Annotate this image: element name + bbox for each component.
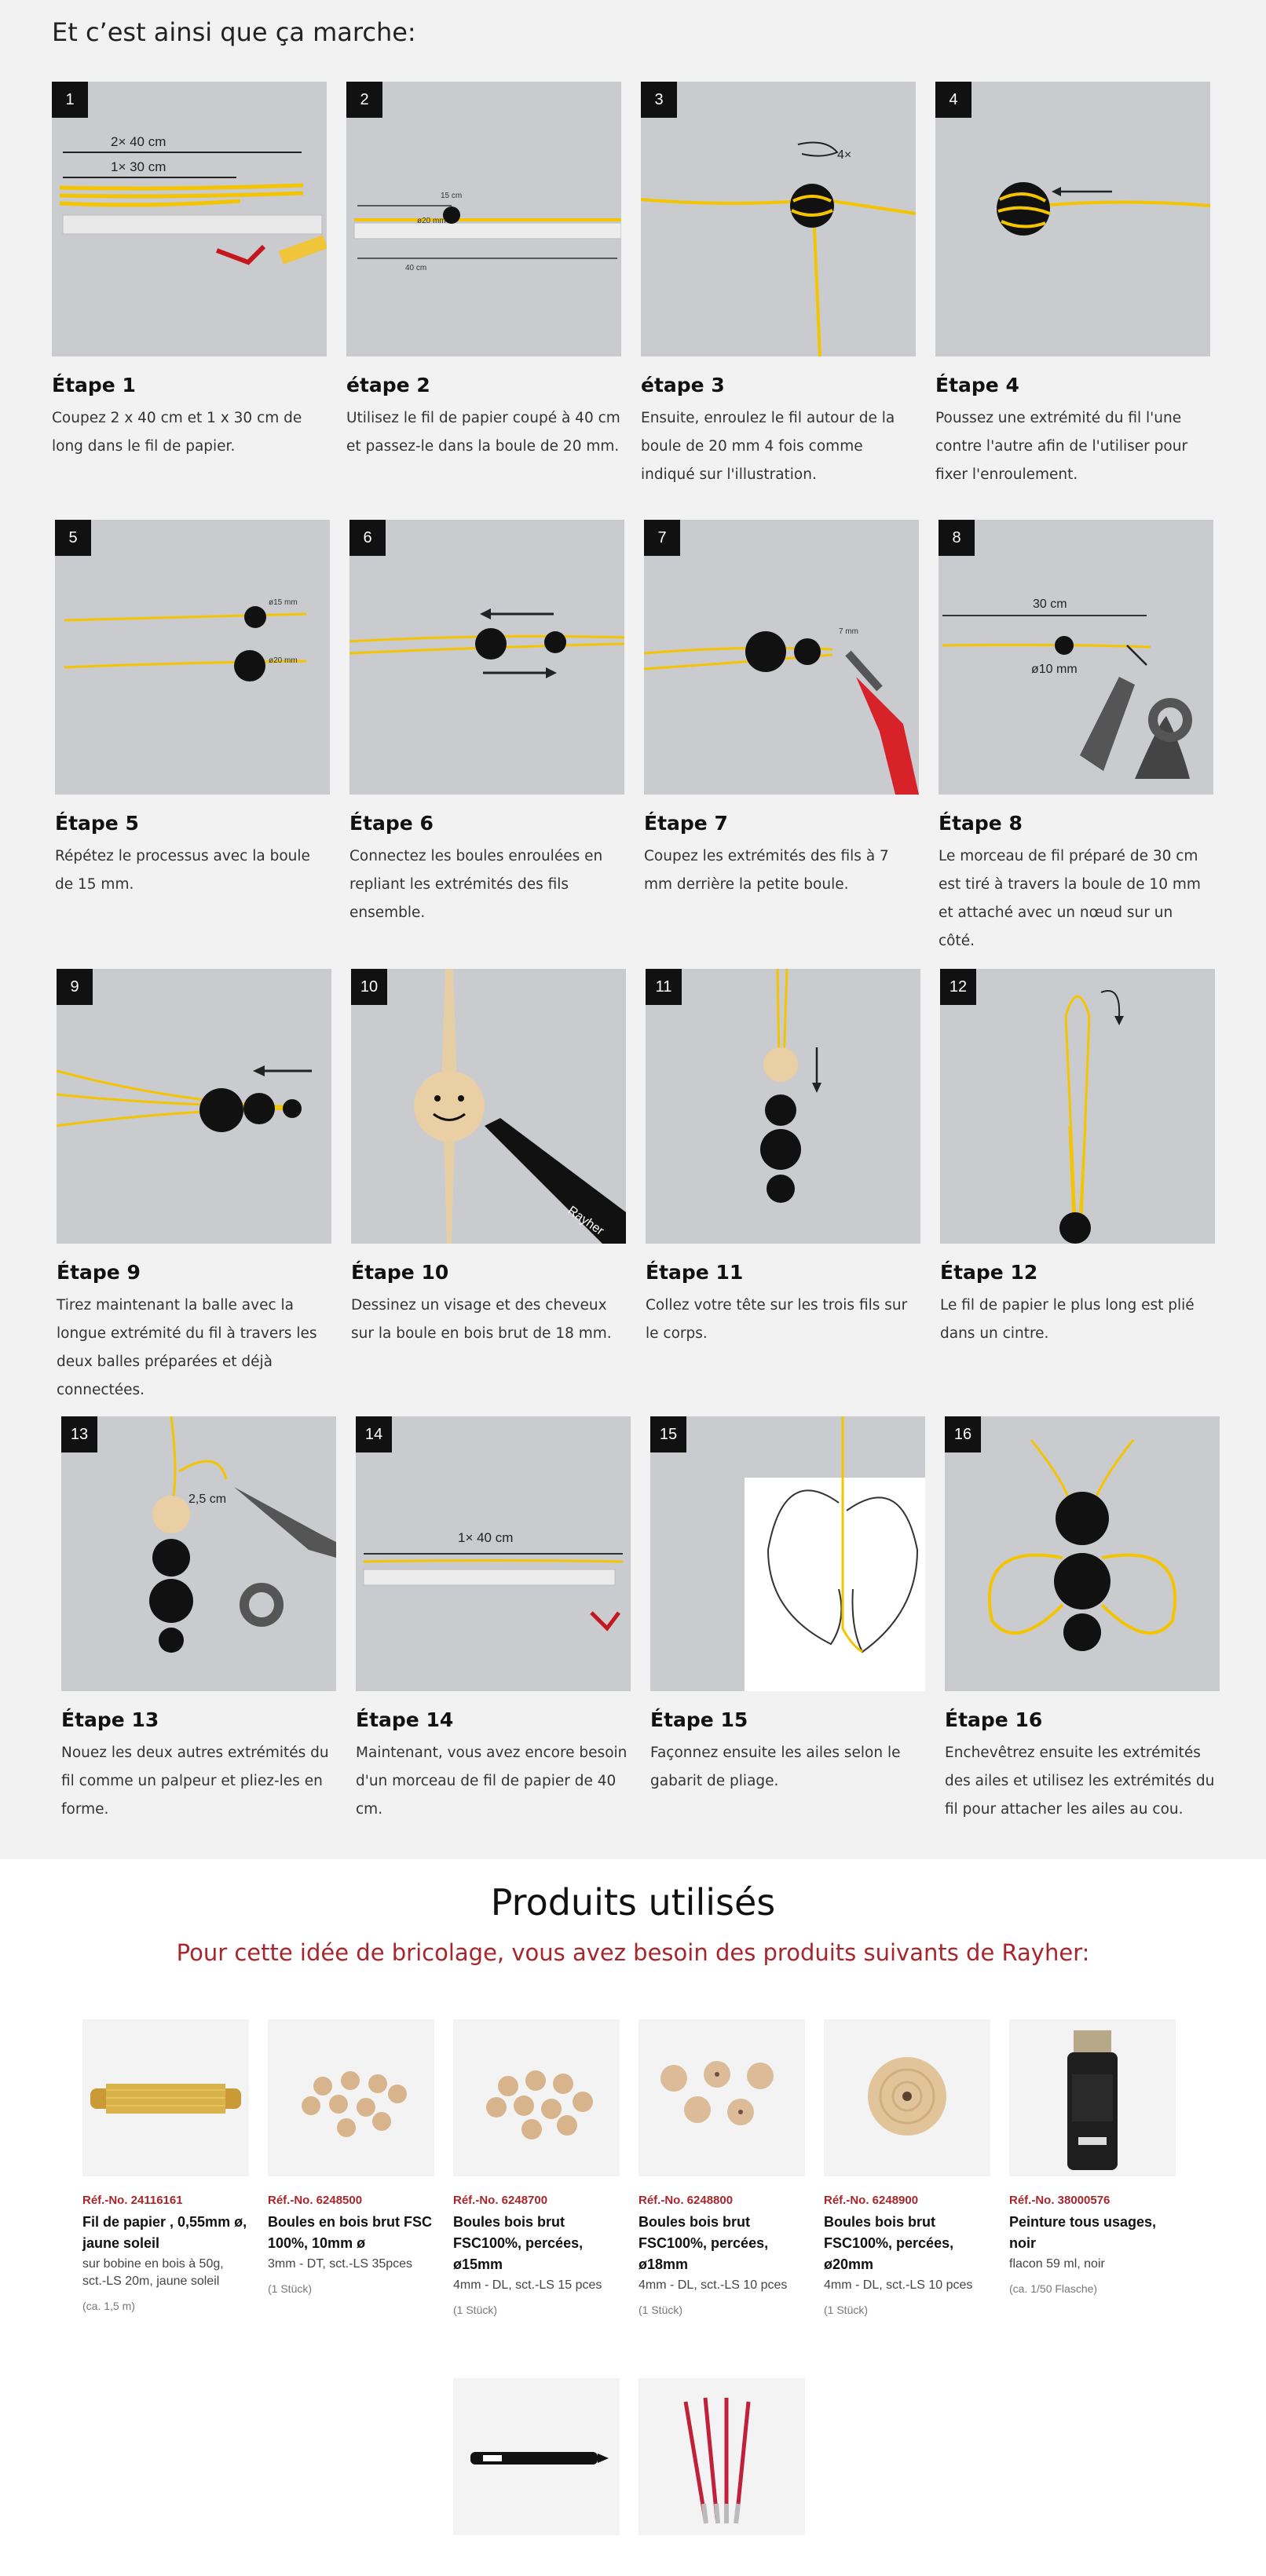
step-4 [935,82,1210,489]
product-name[interactable]: Boules en bois brut FSC 100%, 10mm ø [268,2214,433,2251]
product-ref: Réf.-No. 6248500 [268,2194,363,2207]
product-card[interactable] [638,2019,805,2316]
step-text: Coupez les extrémités des fils à 7 mm derrière la petite boule. [644,848,889,893]
step-number-badge: 16 [945,1416,981,1452]
step-title: Étape 12 [940,1261,1038,1284]
step-1-photo [52,82,327,356]
product-qty: (ca. 1,5 m) [82,2300,135,2312]
product-desc: flacon 59 ml, noir [1009,2257,1105,2271]
product-name[interactable]: Fil de papier , 0,55mm ø, jaune soleil [82,2214,247,2251]
product-qty: (1 Stück) [268,2282,313,2295]
step-14-label: 1× 40 cm [458,1530,514,1545]
products-title: Produits utilisés [490,1881,776,1924]
step-9-photo [57,969,331,1244]
product-qty: (1 Stück) [824,2304,869,2316]
step-8-label-a: 30 cm [1033,597,1067,611]
product-desc: 4mm - DL, sct.-LS 10 pces [824,2278,973,2292]
step-number-badge: 4 [935,82,971,118]
product-image-marker[interactable] [453,2378,620,2535]
step-12-photo [940,969,1215,1244]
step-text: Coupez 2 x 40 cm et 1 x 30 cm de long dans le fil de papier. [52,410,302,455]
step-3-label: 4× [837,148,852,162]
step-number-badge: 14 [356,1416,392,1452]
product-card[interactable] [1009,2019,1176,2295]
step-text: Dessinez un visage et des cheveux sur la boule en bois brut de 18 mm. [351,1297,612,1342]
step-14-photo [356,1416,631,1691]
step-10-label: Rayher [565,1204,606,1238]
product-ref: Réf.-No. 6248900 [824,2194,919,2207]
product-card[interactable] [82,2019,249,2312]
step-15-photo [650,1416,925,1691]
step-1-label-a: 2× 40 cm [111,134,166,149]
step-14 [356,1416,631,1824]
step-title: Étape 8 [939,812,1023,835]
step-3 [641,82,916,489]
product-card[interactable] [268,2019,434,2295]
step-5-photo [55,520,330,795]
product-name[interactable]: Boules bois brut FSC100%, percées, ø18mm [638,2214,769,2272]
product-desc: sur bobine en bois à 50g, sct.-LS 20m, jaune soleil [82,2257,224,2288]
step-8-photo [939,520,1213,795]
step-2-label-a: 15 cm [441,192,463,200]
step-title: Étape 16 [945,1708,1043,1731]
step-15 [650,1416,925,1796]
step-text: Le fil de papier le plus long est plié dans un cintre. [940,1297,1195,1342]
step-number-badge: 1 [52,82,88,118]
products-subtitle: Pour cette idée de bricolage, vous avez besoin des produits suivants de Rayher: [176,1939,1090,1966]
product-image-brushes[interactable] [638,2378,805,2535]
step-title: étape 2 [346,374,430,396]
step-number-badge: 8 [939,520,975,556]
product-card[interactable] [824,2019,990,2316]
step-number-badge: 10 [351,969,387,1005]
step-7-label: 7 mm [839,627,858,636]
step-11-photo [646,969,920,1244]
step-number-badge: 15 [650,1416,686,1452]
step-title: Étape 5 [55,812,139,835]
product-desc: 4mm - DL, sct.-LS 15 pces [453,2278,602,2292]
step-number-badge: 11 [646,969,682,1005]
product-name[interactable]: Peinture tous usages, noir [1009,2214,1157,2251]
step-text: Utilisez le fil de papier coupé à 40 cm et passez-le dans la boule de 20 mm. [346,410,620,455]
step-5-label-a: ø15 mm [269,598,298,607]
product-card[interactable] [453,2019,620,2316]
step-number-badge: 13 [61,1416,97,1452]
product-qty: (1 Stück) [453,2304,498,2316]
product-qty: (1 Stück) [638,2304,683,2316]
step-2-label-b: ø20 mm [417,217,446,225]
step-title: Étape 6 [349,812,434,835]
step-text: Maintenant, vous avez encore besoin d'un morceau de fil de papier de 40 cm. [356,1745,628,1818]
step-6-photo [349,520,624,795]
step-text: Façonnez ensuite les ailes selon le gabarit de pliage. [650,1745,901,1789]
step-number-badge: 3 [641,82,677,118]
step-4-photo [935,82,1210,356]
step-title: Étape 9 [57,1261,141,1284]
step-text: Collez votre tête sur les trois fils sur le corps. [646,1297,908,1342]
step-16-photo [945,1416,1220,1691]
step-title: Étape 4 [935,374,1019,396]
step-9 [57,969,331,1405]
step-text: Connectez les boules enroulées en repliant les extrémités des fils ensemble. [349,848,603,921]
step-title: étape 3 [641,374,725,396]
step-title: Étape 13 [61,1708,159,1731]
product-card[interactable] [453,2378,620,2535]
step-10-photo [351,969,626,1244]
step-title: Étape 11 [646,1261,744,1284]
step-title: Étape 15 [650,1708,748,1731]
step-13-photo [61,1416,336,1691]
step-11 [646,969,920,1348]
product-image-spool[interactable] [82,2019,249,2176]
step-title: Étape 1 [52,374,136,396]
step-text: Le morceau de fil préparé de 30 cm est tiré à travers la boule de 10 mm et attaché avec un nœud sur un côté. [939,848,1201,949]
step-number-badge: 2 [346,82,382,118]
step-number-badge: 6 [349,520,386,556]
step-title: Étape 7 [644,812,728,835]
step-2-photo [346,82,621,356]
product-desc: 4mm - DL, sct.-LS 10 pces [638,2278,788,2292]
step-text: Nouez les deux autres extrémités du fil comme un palpeur et pliez-les en forme. [61,1745,329,1818]
product-name[interactable]: Boules bois brut FSC100%, percées, ø20mm [824,2214,954,2272]
product-image-beads-medium[interactable] [453,2019,620,2176]
step-number-badge: 12 [940,969,976,1005]
step-2-label-c: 40 cm [405,264,427,272]
step-8 [939,520,1213,955]
step-13 [61,1416,336,1824]
section-title: Et c’est ainsi que ça marche: [52,17,416,47]
step-number-badge: 7 [644,520,680,556]
step-text: Tirez maintenant la balle avec la longue extrémité du fil à travers les deux balles préparées et déjà connectées. [57,1297,317,1398]
step-7-photo [644,520,919,795]
step-1-label-b: 1× 30 cm [111,159,166,174]
product-ref: Réf.-No. 38000576 [1009,2194,1110,2207]
step-title: Étape 10 [351,1261,449,1284]
step-6 [349,520,624,927]
product-name[interactable]: Boules bois brut FSC100%, percées, ø15mm [453,2214,584,2272]
product-qty: (ca. 1/50 Flasche) [1009,2282,1098,2295]
step-16 [945,1416,1220,1824]
step-text: Ensuite, enroulez le fil autour de la boule de 20 mm 4 fois comme indiqué sur l'illustration. [641,410,895,483]
step-2 [346,82,621,461]
step-5-label-b: ø20 mm [269,656,298,665]
product-ref: Réf.-No. 6248700 [453,2194,548,2207]
step-number-badge: 9 [57,969,93,1005]
step-12 [940,969,1215,1348]
product-desc: 3mm - DT, sct.-LS 35pces [268,2257,413,2271]
product-ref: Réf.-No. 24116161 [82,2194,183,2207]
step-13-label: 2,5 cm [188,1493,227,1506]
product-image-paint-bottle[interactable] [1009,2019,1176,2176]
step-3-photo [641,82,916,356]
product-card[interactable] [638,2378,805,2535]
product-image-beads-large[interactable] [638,2019,805,2176]
step-title: Étape 14 [356,1708,454,1731]
step-8-label-b: ø10 mm [1031,663,1078,676]
step-number-badge: 5 [55,520,91,556]
product-ref: Réf.-No. 6248800 [638,2194,734,2207]
product-image-bead-single[interactable] [824,2019,990,2176]
step-text: Poussez une extrémité du fil l'une contre l'autre afin de l'utiliser pour fixer l'enroulement. [935,410,1188,483]
step-1 [52,82,327,461]
step-5 [55,520,330,899]
product-image-beads-small[interactable] [268,2019,434,2176]
step-text: Répétez le processus avec la boule de 15 mm. [55,848,310,893]
step-text: Enchevêtrez ensuite les extrémités des ailes et utilisez les extrémités du fil pour attacher les ailes au cou. [945,1745,1215,1818]
step-10 [351,969,626,1348]
step-7 [644,520,919,899]
